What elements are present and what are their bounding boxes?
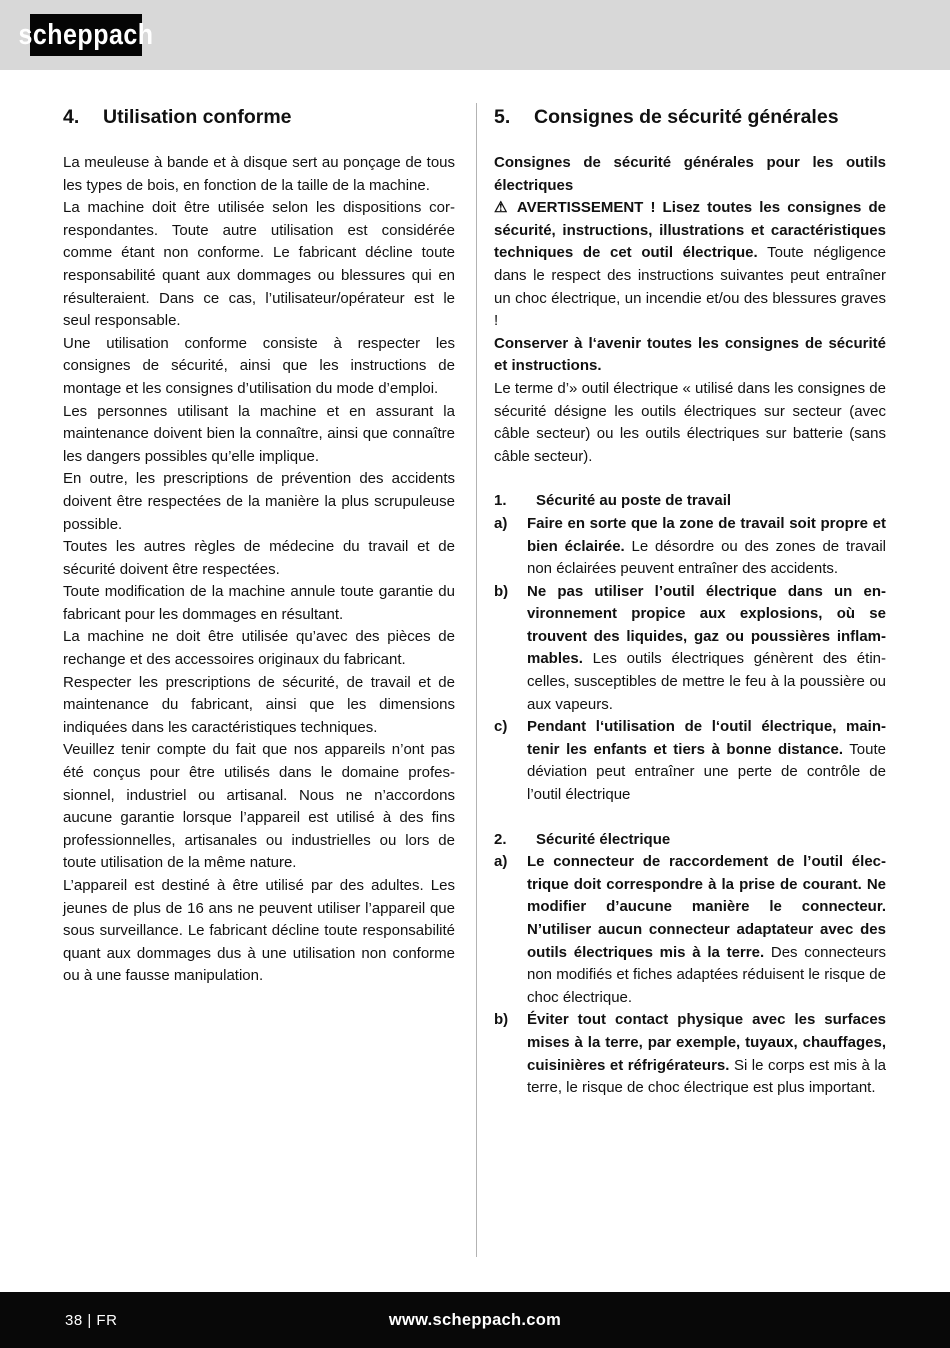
paragraph: La meuleuse à bande et à disque sert au ponçage de tous les types de bois, en fonction de la taille de la machine. (63, 154, 455, 194)
paragraph: En outre, les prescriptions de prévention des accidents doivent être respectées de la manière la plus scrupuleuse possible. (63, 470, 455, 533)
section-5-heading-text: Consignes de sécurité générales (534, 106, 839, 128)
list-marker: c) (494, 718, 508, 736)
section-4-title (63, 104, 455, 130)
list-marker: a) (494, 853, 508, 871)
subsection-1-title: Sécurité au poste de travail (536, 492, 732, 510)
warning-paragraph (494, 197, 886, 333)
list-item-bold: Ne pas utiliser l’outil électrique dans un environnement propice aux explosions, où se trouvent des liquides, gaz ou poussières inflammables. (527, 582, 886, 668)
list-item-rest: Les outils électriques génèrent des étincelles, susceptibles de mettre le feu à la poussière ou aux vapeurs. (527, 650, 886, 713)
subsection-2-heading (494, 829, 886, 852)
list-item-rest: Le désordre ou des zones de travail non éclairées peuvent entraîner des accidents. (527, 537, 886, 578)
list-item-1c (494, 716, 886, 806)
term-definition-paragraph: Le terme d’» outil électrique « utilisé dans les consignes de sécurité désigne les outils électriques sur secteur (avec câble secteur) ou les outils électriques sur batterie (sans câble secteur). (494, 379, 886, 465)
paragraph: La machine doit être utilisée selon les dispositions correspondantes. Toute autre utilisation est considérée comme étant non conforme. Le fabricant décline toute responsabilité quant aux dommages ou blessures qui en résulteraient. Dans ce cas, l’utilisateur/opérateur est le seul responsable. (63, 199, 455, 330)
warning-icon: ⚠ (494, 199, 511, 217)
list-marker: b) (494, 1011, 509, 1029)
header-band (0, 0, 950, 70)
list-item-1b (494, 581, 886, 717)
warning-rest-text: Toute négligence dans le respect des instructions suivantes peut entraîner un choc électrique, un incendie et/ou des blessures graves ! (494, 244, 886, 330)
section-5-number: 5. (494, 106, 511, 128)
section-4-heading-text: Utilisation conforme (103, 106, 292, 128)
general-safety-subtitle: Consignes de sécurité générales pour les outils électriques (494, 154, 886, 194)
list-item-bold: Éviter tout contact physique avec les surfaces mises à la terre, par exemple, tuyaux, chauffages, cuisinières et réfrigérateurs. (527, 1011, 886, 1074)
subsection-2-number: 2. (494, 830, 507, 848)
list-marker: b) (494, 582, 509, 600)
page-number: 38 | FR (65, 1311, 118, 1329)
subsection-1-number: 1. (494, 492, 507, 510)
warning-bold-text: AVERTISSEMENT ! Lisez toutes les consignes de sécurité, instructions, illustrations et caractéristiques techniques de cet outil électrique. (494, 199, 886, 262)
paragraph: La machine ne doit être utilisée qu’avec des pièces de rechange et des accessoires originaux du fabricant. (63, 628, 455, 669)
left-column (63, 104, 455, 988)
logo-text: scheppach (18, 18, 154, 51)
footer-bar (0, 1292, 950, 1348)
list-item-rest: Si le corps est mis à la terre, le risque de choc électrique est plus important. (527, 1056, 887, 1097)
list-item-bold: Le connecteur de raccordement de l’outil électrique doit correspondre à la prise de courant. Ne modifier d’aucune manière le connecteur. N’utiliser aucun connecteur adaptateur avec des outils électriques mis à la terre. (527, 853, 886, 961)
list-item-1a (494, 513, 886, 581)
paragraph: Veuillez tenir compte du fait que nos appareils n’ont pas été conçus pour être utilisés dans le domaine professionnel, industriel ou artisanal. Nous ne n’accordons aucune garantie lorsque l’appareil est utilisé à des fins professionnelles, artisanales ou industrielles ou lors de toute utilisation de la même nature. (63, 741, 455, 872)
list-item-rest: Toute déviation peut entraîner une perte de contrôle de l’outil électrique (527, 740, 886, 804)
list-item-2b (494, 1009, 886, 1099)
scheppach-logo (18, 14, 154, 56)
website-url: www.scheppach.com (388, 1310, 562, 1329)
keep-instructions-paragraph: Conserver à l‘avenir toutes les consignes de sécurité et instructions. (494, 334, 886, 375)
section-4-number: 4. (63, 106, 80, 128)
list-item-rest: Des connecteurs non modifiés et fiches adaptées réduisent le risque de choc électrique. (527, 943, 886, 1006)
list-item-2a (494, 851, 886, 1009)
right-column (494, 104, 886, 1100)
paragraph: Toute modification de la machine annule toute garantie du fabricant pour les dommages en résultant. (63, 583, 455, 623)
paragraph: Respecter les prescriptions de sécurité, de travail et de maintenance du fabricant, ainsi que les dimensions indiquées dans les caractéristiques techniques. (63, 673, 455, 736)
paragraph: Une utilisation conforme consiste à respecter les consignes de sécurité, ainsi que les instructions de montage et les consignes d’utilisation du mode d’emploi. (63, 334, 455, 397)
paragraph: Toutes les autres règles de médecine du travail et de sécurité doivent être respectées. (63, 538, 455, 578)
list-marker: a) (494, 514, 508, 532)
list-item-bold: Pendant l‘utilisation de l‘outil électrique, maintenir les enfants et tiers à bonne distance. (527, 718, 886, 758)
paragraph: L’appareil est destiné à être utilisé par des adultes. Les jeunes de plus de 16 ans ne peuvent utiliser l’appareil que sous surveillance. Le fabricant décline toute responsabilité quant aux dommages dus à une utilisation non conforme ou à une fausse manipulation. (63, 877, 455, 985)
subsection-1-heading (494, 490, 886, 513)
list-item-bold: Faire en sorte que la zone de travail soit propre et bien éclairée. (527, 514, 886, 555)
subsection-2-title: Sécurité électrique (536, 830, 671, 848)
column-divider (476, 103, 477, 1257)
section-5-title (494, 104, 886, 130)
paragraph: Les personnes utilisant la machine et en assurant la maintenance doivent bien la connaître, ainsi que connaître les dangers possibles qu’elle implique. (63, 402, 455, 465)
